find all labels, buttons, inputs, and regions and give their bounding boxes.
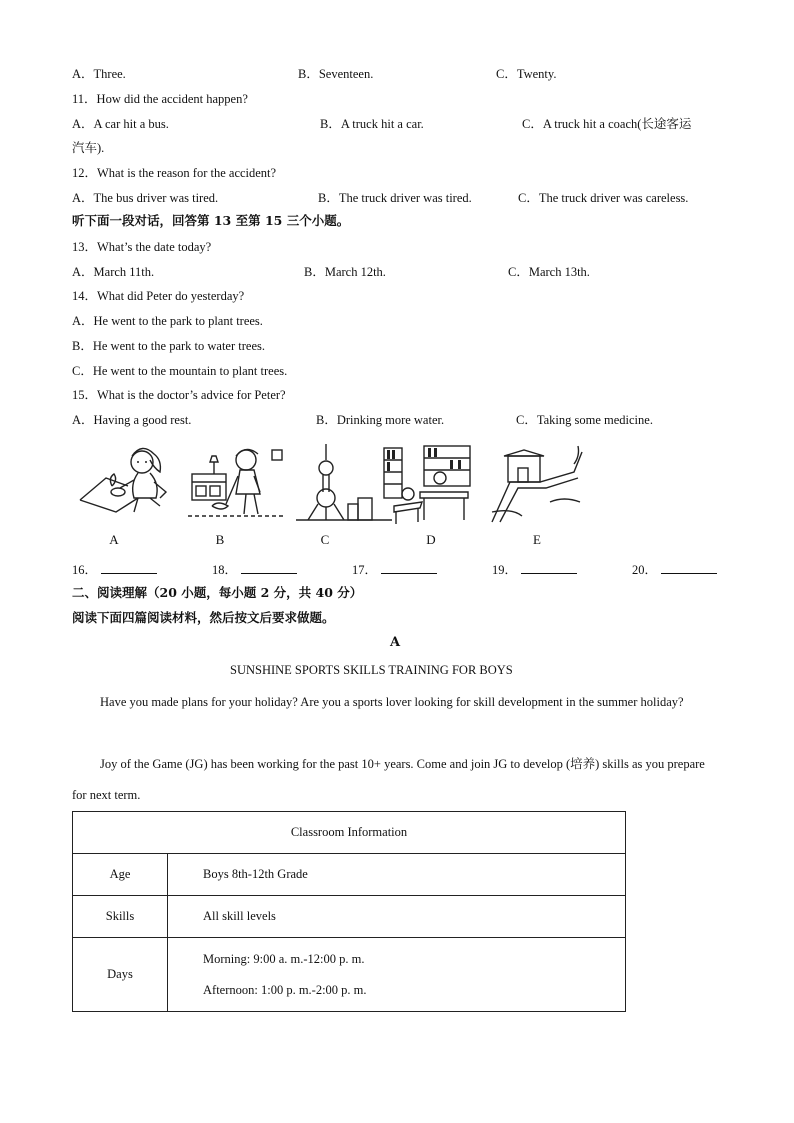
answer-blank-16[interactable] bbox=[72, 561, 157, 578]
q15-option-a: A．Having a good rest. bbox=[72, 413, 192, 427]
q15-option-b: B．Drinking more water. bbox=[316, 413, 445, 427]
q11-option-b: B．A truck hit a car. bbox=[320, 117, 424, 131]
q13-option-b: B．March 12th. bbox=[304, 265, 386, 279]
q13-option-a: A．March 11th. bbox=[72, 265, 155, 279]
blank-number: 19． bbox=[492, 563, 518, 577]
row-value-age: Boys 8th-12th Grade bbox=[168, 854, 626, 896]
table-row bbox=[73, 854, 626, 896]
row-label-days: Days bbox=[73, 938, 168, 1012]
picture-label-d: D bbox=[426, 532, 436, 547]
answer-blank-18[interactable] bbox=[212, 561, 297, 578]
library-reading-picture bbox=[380, 442, 476, 524]
passage-title: SUNSHINE SPORTS SKILLS TRAINING FOR BOYS bbox=[230, 663, 513, 677]
blank-line bbox=[661, 561, 717, 574]
passage-letter: A bbox=[390, 635, 401, 650]
q11-option-a: A．A car hit a bus. bbox=[72, 117, 169, 131]
section2-title: 二、阅读理解（20 小题，每小题 2 分，共 40 分） bbox=[72, 585, 363, 600]
blank-number: 18． bbox=[212, 563, 238, 577]
q11-option-c: C．A truck hit a coach(长途客运 bbox=[522, 117, 692, 131]
answer-blank-17[interactable] bbox=[352, 561, 437, 578]
blank-number: 16． bbox=[72, 563, 98, 577]
classroom-info-table bbox=[72, 811, 626, 1012]
blank-line bbox=[521, 561, 577, 574]
days-afternoon: Afternoon: 1:00 p. m.-2:00 p. m. bbox=[203, 982, 367, 997]
q14-option-c: C．He went to the mountain to plant trees. bbox=[72, 364, 288, 378]
girl-sweeping-picture bbox=[188, 442, 284, 524]
q12-option-c: C．The truck driver was careless. bbox=[518, 191, 689, 205]
row-value-days bbox=[168, 938, 626, 1012]
q15-stem: 15．What is the doctor’s advice for Peter? bbox=[72, 388, 286, 402]
answer-blank-20[interactable] bbox=[632, 561, 717, 578]
q10-option-c: C．Twenty. bbox=[496, 67, 557, 81]
girl-planting-picture bbox=[76, 442, 172, 524]
q14-stem: 14．What did Peter do yesterday? bbox=[72, 289, 245, 303]
q11-option-c-cont: 汽车). bbox=[72, 141, 105, 155]
picture-label-a: A bbox=[109, 532, 119, 547]
picture-label-b: B bbox=[215, 532, 225, 547]
q12-stem: 12．What is the reason for the accident? bbox=[72, 166, 277, 180]
listening-instruction: 听下面一段对话，回答第 13 至第 15 三个小题。 bbox=[72, 213, 350, 228]
table-row bbox=[73, 938, 626, 1012]
picture-label-e: E bbox=[533, 532, 541, 547]
blank-line bbox=[241, 561, 297, 574]
blank-line bbox=[101, 561, 157, 574]
table-row bbox=[73, 896, 626, 938]
row-label-skills: Skills bbox=[73, 896, 168, 938]
q14-option-a: A．He went to the park to plant trees. bbox=[72, 314, 263, 328]
blank-number: 17． bbox=[352, 563, 378, 577]
q15-option-c: C．Taking some medicine. bbox=[516, 413, 653, 427]
passage-paragraph-2: Joy of the Game (JG) has been working for the past 10+ years. Come and join JG to develop (培养) skills as you prepare for next term. bbox=[72, 757, 705, 802]
picture-label-c: C bbox=[320, 532, 330, 547]
tv-tower-picture bbox=[296, 442, 392, 524]
table-header: Classroom Information bbox=[73, 812, 626, 854]
q13-stem: 13．What’s the date today? bbox=[72, 240, 212, 254]
blank-line bbox=[381, 561, 437, 574]
q13-option-c: C．March 13th. bbox=[508, 265, 590, 279]
passage-paragraph-1: Have you made plans for your holiday? Are you a sports lover looking for skill development in the summer holiday? bbox=[100, 695, 684, 709]
q14-option-b: B．He went to the park to water trees. bbox=[72, 339, 265, 353]
row-label-age: Age bbox=[73, 854, 168, 896]
great-wall-picture bbox=[490, 442, 586, 524]
blank-number: 20． bbox=[632, 563, 658, 577]
q12-option-b: B．The truck driver was tired. bbox=[318, 191, 472, 205]
q12-option-a: A．The bus driver was tired. bbox=[72, 191, 219, 205]
row-value-skills: All skill levels bbox=[168, 896, 626, 938]
days-morning: Morning: 9:00 a. m.-12:00 p. m. bbox=[203, 951, 365, 966]
q11-stem: 11．How did the accident happen? bbox=[72, 92, 248, 106]
section2-instruction: 阅读下面四篇阅读材料，然后按文后要求做题。 bbox=[72, 610, 335, 625]
answer-blank-19[interactable] bbox=[492, 561, 577, 578]
q10-option-a: A．Three. bbox=[72, 67, 126, 81]
q10-option-b: B．Seventeen. bbox=[298, 67, 374, 81]
